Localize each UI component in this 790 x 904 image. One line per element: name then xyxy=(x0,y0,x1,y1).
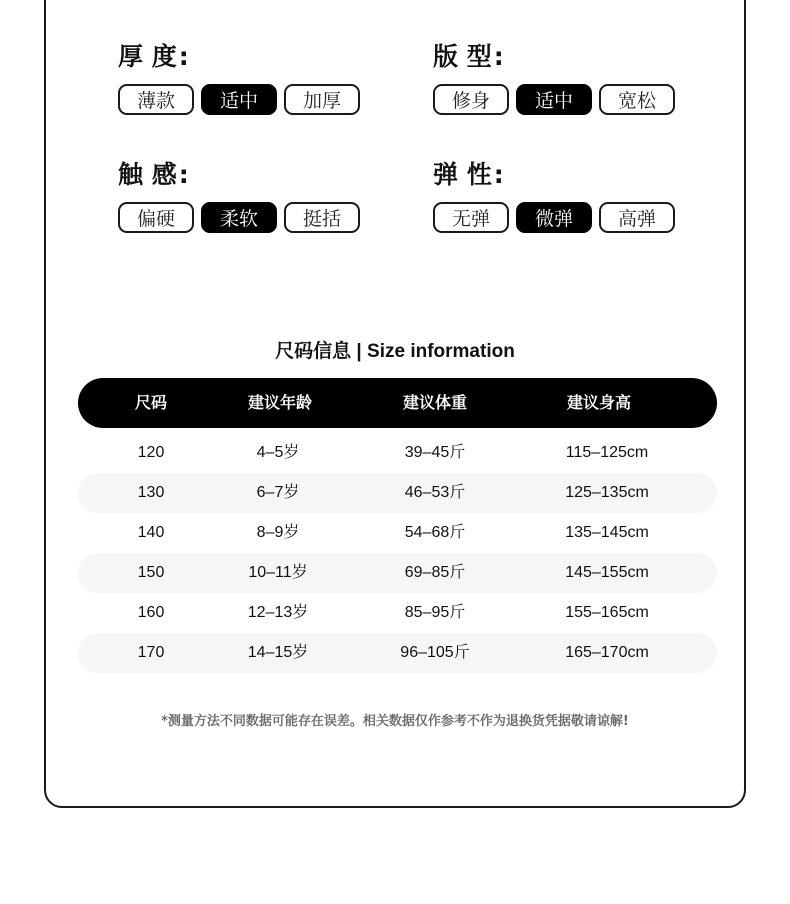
cell-age: 4–5岁 xyxy=(256,444,300,461)
attr-colon: : xyxy=(493,42,504,71)
attr-title: 弹 性 xyxy=(433,160,492,189)
attr-colon: : xyxy=(178,42,189,71)
header-height: 建议身高 xyxy=(566,393,632,412)
cell-age: 10–11岁 xyxy=(248,564,308,581)
header-size: 尺码 xyxy=(134,393,168,412)
option-pill-selected: 适中 xyxy=(201,84,277,115)
cell-age: 14–15岁 xyxy=(247,644,309,661)
attr-touch xyxy=(118,160,341,230)
attr-colon: : xyxy=(178,160,189,189)
cell-size: 120 xyxy=(137,444,165,461)
table-row xyxy=(78,553,717,593)
table-row xyxy=(78,433,717,473)
table-row xyxy=(78,593,717,633)
option-pill-selected: 适中 xyxy=(516,84,592,115)
attr-thickness xyxy=(118,42,341,112)
attr-title: 触 感 xyxy=(118,160,177,189)
cell-height: 125–135cm xyxy=(565,484,649,501)
cell-size: 150 xyxy=(137,564,165,581)
header-weight: 建议体重 xyxy=(402,393,468,412)
attr-elasticity xyxy=(433,160,656,230)
cell-weight: 54–68斤 xyxy=(404,524,466,541)
table-header xyxy=(78,378,717,428)
option-pill: 偏硬 xyxy=(118,202,194,233)
cell-size: 170 xyxy=(137,644,165,661)
option-pill: 挺括 xyxy=(284,202,360,233)
cell-height: 145–155cm xyxy=(565,564,649,581)
table-row xyxy=(78,633,717,673)
option-pill: 无弹 xyxy=(433,202,509,233)
cell-weight: 46–53斤 xyxy=(404,484,466,501)
option-pill: 薄款 xyxy=(118,84,194,115)
cell-height: 165–170cm xyxy=(565,644,649,661)
table-row xyxy=(78,473,717,513)
measurement-note: *测量方法不同数据可能存在误差。相关数据仅作参考不作为退换货凭据敬请谅解! xyxy=(161,714,629,729)
cell-size: 160 xyxy=(137,604,165,621)
cell-weight: 96–105斤 xyxy=(400,644,470,661)
cell-weight: 69–85斤 xyxy=(404,564,466,581)
cell-age: 8–9岁 xyxy=(256,524,300,541)
attr-title: 版 型 xyxy=(433,42,492,71)
cell-height: 115–125cm xyxy=(565,444,649,461)
option-pill-selected: 微弹 xyxy=(516,202,592,233)
option-pill: 宽松 xyxy=(599,84,675,115)
size-section-title: 尺码信息 | Size information xyxy=(275,341,515,362)
cell-weight: 85–95斤 xyxy=(404,604,466,621)
cell-age: 6–7岁 xyxy=(256,484,300,501)
option-pill: 加厚 xyxy=(284,84,360,115)
cell-size: 140 xyxy=(137,524,165,541)
cell-height: 135–145cm xyxy=(565,524,649,541)
attr-fit xyxy=(433,42,656,112)
attr-colon: : xyxy=(493,160,504,189)
cell-height: 155–165cm xyxy=(565,604,649,621)
option-pill: 高弹 xyxy=(599,202,675,233)
header-age: 建议年龄 xyxy=(247,393,313,412)
cell-size: 130 xyxy=(137,484,165,501)
cell-weight: 39–45斤 xyxy=(404,444,466,461)
option-pill: 修身 xyxy=(433,84,509,115)
option-pill-selected: 柔软 xyxy=(201,202,277,233)
cell-age: 12–13岁 xyxy=(247,604,309,621)
attr-title: 厚 度 xyxy=(118,42,177,71)
table-row xyxy=(78,513,717,553)
